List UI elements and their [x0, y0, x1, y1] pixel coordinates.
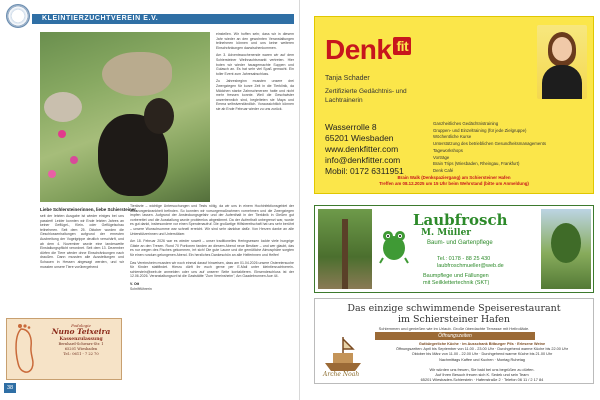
tree-photo: [541, 209, 591, 289]
right-page: [300, 0, 600, 400]
laubfrosch-phone: Tel.: 0178 - 88 25 430: [437, 256, 491, 262]
denkfit-web-link[interactable]: www.denkfitter.com: [325, 144, 399, 154]
tree-trunk: [342, 219, 348, 289]
laubfrosch-subtitle: Baum- und Gartenpflege: [427, 240, 493, 246]
arche-info-line: Nachmittags Kaffee und Kuchen · Montag Ruhetag: [439, 357, 525, 362]
article-column-top-right: [216, 32, 294, 204]
denkfit-logo-fit: fit: [393, 37, 411, 55]
goat-white: [44, 92, 82, 122]
article-paragraph: Zu Jahresbeginn mussten unsere drei Zwergziegen für kurze Zeit in die Tierklinik, da Mädchen starke Zahnschmerzen hatte und nicht mehr fressen konnte. Weil die Geschwister unzertrennlich sind, begleiteten sie Maya und Emma selbstverständlich. Voraussichtlich können sie ab Ende Februar wieder zu uns zurück.: [216, 79, 294, 111]
laubfrosch-ad: [314, 205, 594, 293]
denkfit-logo: [325, 35, 411, 65]
podologie-phone: Tel.: 0611 - 7 22 70: [63, 352, 99, 356]
club-header-title: KLEINTIERZUCHTVEREIN E.V.: [42, 15, 159, 22]
arche-title: Das einzige schwimmende Speiserestaurant: [347, 303, 561, 314]
podologie-address1: Bernhard-Schwarz-Str. 1: [58, 342, 104, 346]
foot-icon: [11, 323, 39, 377]
denkfit-email-link[interactable]: info@denkfitter.com: [325, 155, 401, 165]
goat-light: [102, 52, 172, 96]
goats-photo: [40, 32, 210, 202]
denkfit-ad: [314, 16, 594, 194]
arche-tagline: Schlemmen und genießen wie im Urlaub. Große überdachte Terrasse mit Heilrolläde.: [378, 326, 530, 331]
arche-info-line: Oktober bis März von 11.00 - 22.00 Uhr · Durchgehend warme Küche bis 21.00 Uhr: [411, 352, 553, 357]
denkfit-service-item: Wöchentliche Kurse: [433, 134, 472, 140]
arche-logo-text: Arche Noah: [323, 371, 360, 378]
denkfit-street: Wasserrolle 8: [325, 122, 377, 132]
laubfrosch-services: [423, 273, 489, 287]
article-paragraph: Am 3. Adventswochenende waren wir auf dem Schiersteiner Weihnachtsmarkt vertreten. Hier boten wir wieder hausgemachte Suppen und Gulasch an. Es hat sehr viel Spaß gemacht. Ein toller Event zum Jahresabschluss.: [216, 53, 294, 76]
goat-black-head: [144, 98, 174, 134]
arche-info: [375, 342, 589, 363]
denkfit-footer: [315, 175, 593, 187]
laubfrosch-service1: Baumpflege und Fällungen: [423, 273, 489, 279]
laubfrosch-title: Laubfrosch: [413, 211, 508, 229]
arche-footer: [375, 367, 589, 382]
denkfit-service-item: Brain Trips (Wiesbaden, Rheingau, Frankfurt): [433, 161, 520, 167]
flower-icon: [58, 130, 66, 138]
page-number: 38: [4, 383, 16, 393]
portrait-body: [542, 65, 582, 99]
frog-icon: [379, 224, 409, 264]
arche-footer-line: Auf Ihren Besuch freuen sich K. Sedek und sein Team: [435, 372, 529, 377]
club-logo-icon: [6, 4, 30, 28]
podologie-kasse: Kassenzulassung: [59, 337, 103, 342]
article-paragraph: einstellen. Wir hoffen sehr, dass wir in diesem Jahr wieder an den gewohnten Veranstaltungen teilnehmen können und uns keine weiteren Einschränkungen dazwischenkommen.: [216, 32, 294, 50]
laubfrosch-contact: [437, 256, 504, 270]
article-signature-role: Schriftführerin: [130, 286, 152, 291]
article-column-left: [40, 214, 124, 324]
denkfit-service-item: Denk Café: [433, 167, 454, 173]
laubfrosch-email-link[interactable]: laubfroschmueller@web.de: [437, 263, 504, 269]
denkfit-services: [433, 121, 546, 175]
article-paragraph: seit der letzten Ausgabe ist wieder einiges bei uns passiert! Leider konnten wir Ende letzten Jahres an keiner Geflügel-, Klein- oder Geflügelschau teilnehmen. Seit dem 25. Oktober wurden die Geschlossenhaltungen aufgrund der erneuten Ausbreitung der Vogelgrippe deutlich verschärft, und ab dem 4. November wurde eine landesweite Einstallungspflicht verordnet. Seit dem 13. Dezember dürfen die Tiere wieder ohne Einschränkungen nach draußen. Dann mussten alle Ausstellungen und Schauen in Hessen abgesagt werden, und wir mussten unsere Tiere vorübergehend: [40, 214, 124, 269]
denkfit-title-line1: Zertifizierte Gedächtnis- und: [325, 88, 407, 95]
article-signature: V. Ott: [130, 281, 140, 286]
article-paragraph: Tierärzte – wichtige Untersuchungen und Tests nötig, da wir uns in einem Hochinfektionsgebiet der Blauzungenkrankheit befinden. So konnten wir vorsorgemaßnahmen vornehmen und die Zwergziegen impfen lassen. Aufgrund der Ansteckungsgefahr und der Aufenthalt in der Tierklinik in Gießen gut vorbereitet und die Ausstallung wurde problemlos abgestimmt. Da der Aufenthalt unbegrenzt war, wurde es gut dankt, insbesondere vor einen Spendenaufruf. Die großartige Hilfsbereitschaft hat uns sehr berührt – unsere Wunschsumme war schnell erreicht. Wir sind sehr dankbar dafür. Von Herzen danke an alle Unterstützerinnen und Unterstützer.: [130, 204, 294, 236]
denkfit-service-item: Unterstützung des betrieblichen Gesundheitsmanagements: [433, 141, 546, 147]
denkfit-footer-line1: Brain Walk (Denkspaziergang) am Schiersteiner Hafen: [397, 175, 511, 180]
denkfit-phone: Mobil: 0172 6311951: [325, 166, 404, 176]
article-paragraph: Das Vereinsheim mussten wir noch einmal darauf hinweisen, dass am 01.04.2026 unsere Ostereiersuche für Kinder stattfindet. Hierzu dürft ihr euch gerne per E-Mail unter kleintierzuchtverein-schierstein@web.de anmelden oder uns auf unserer Seite kontaktieren. Einsendeschluss ist der 12.06.2026. Veranstaltungsort ist die Gaststätte "Zum Vereinsheim", Am Gaadebrunnen Aue 44.: [130, 260, 294, 279]
podologie-address2: 65201 Wiesbaden: [64, 347, 98, 351]
denkfit-service-item: Vorträge: [433, 154, 450, 160]
denkfit-service-item: Ganzheitliches Gedächtnistraining: [433, 121, 499, 126]
denkfit-logo-main: Denk: [325, 34, 392, 65]
arche-info-line: Gutbürgerliche Küche · im Ausschank Bitburger Pils · Erlesene Weine: [418, 342, 546, 346]
portrait-face: [552, 37, 572, 61]
podologie-ad: [6, 318, 122, 380]
arche-banner: Öffnungszeiten: [375, 332, 535, 340]
denkfit-service-item: Tageworkshops: [433, 147, 463, 153]
article-salutation: Liebe Schlersteinerinnen, liebe Schiersteiner,: [40, 207, 138, 212]
article-column-bottom-right: [130, 204, 294, 384]
club-header-bar: [32, 14, 294, 24]
denkfit-title: [325, 87, 407, 105]
denkfit-contact: [325, 122, 404, 177]
arche-restaurant-ad: [314, 298, 594, 384]
tree-crown: [551, 223, 581, 263]
tree-climber-photo: [318, 209, 372, 289]
denkfit-service-item: Gruppen- und Einzeltraining (für jede Zielgruppe): [433, 127, 527, 133]
denkfit-city: 65201 Wiesbaden: [325, 133, 394, 143]
podologie-name: Nuno Teixeira: [51, 327, 111, 336]
arche-footer-line: Wir würden uns freuen, Sie bald bei uns begrüßen zu dürfen.: [429, 367, 535, 372]
denkfit-name: Tanja Schader: [325, 75, 370, 82]
laubfrosch-owner: M. Müller: [421, 228, 472, 238]
denkfit-title-line2: Lachtrainerin: [325, 97, 363, 104]
flower-icon: [70, 156, 78, 164]
laubfrosch-service2: mit Seilklettertechnik (SKT): [423, 280, 490, 286]
arche-footer-line: 65201 Wiesbaden-Schierstein · Hafenstraße 2 · Telefon 06 11 / 2 17 84: [420, 377, 544, 382]
denkfit-portrait: [537, 25, 587, 99]
flower-icon: [48, 170, 56, 178]
podologie-text: [43, 323, 119, 357]
arche-title2: im Schiersteiner Hafen: [397, 314, 511, 325]
podologie-label: Podologie: [71, 323, 91, 328]
denkfit-footer-line2: Treffen am 08.12.2025 um 15 Uhr beim Wehrstand (bitte um Anmeldung): [379, 181, 529, 186]
article-paragraph: Am 18. Februar 2026 war es wieder soweit – unser traditionelles Heringsessen lockte viele hungrige Gäste an den Tresen. Rund 70 Portionen fanden an diesem Abend neue Besitzer – und wer glaubt, das es nur wegen des Fisches gekommen, irrt sich! Die gute Laune und die gemütliche Atmosphäre sorgten für einen rundum gelungenen Abend. Ein herzliches Dankeschön an alle Helferinnen und Helfer!: [130, 239, 294, 257]
arche-info-line: Öffnungszeiten: April bis September von 11.00 - 23.00 Uhr · Durchgehend warme Küche bis 22.00 Uhr: [395, 347, 569, 352]
